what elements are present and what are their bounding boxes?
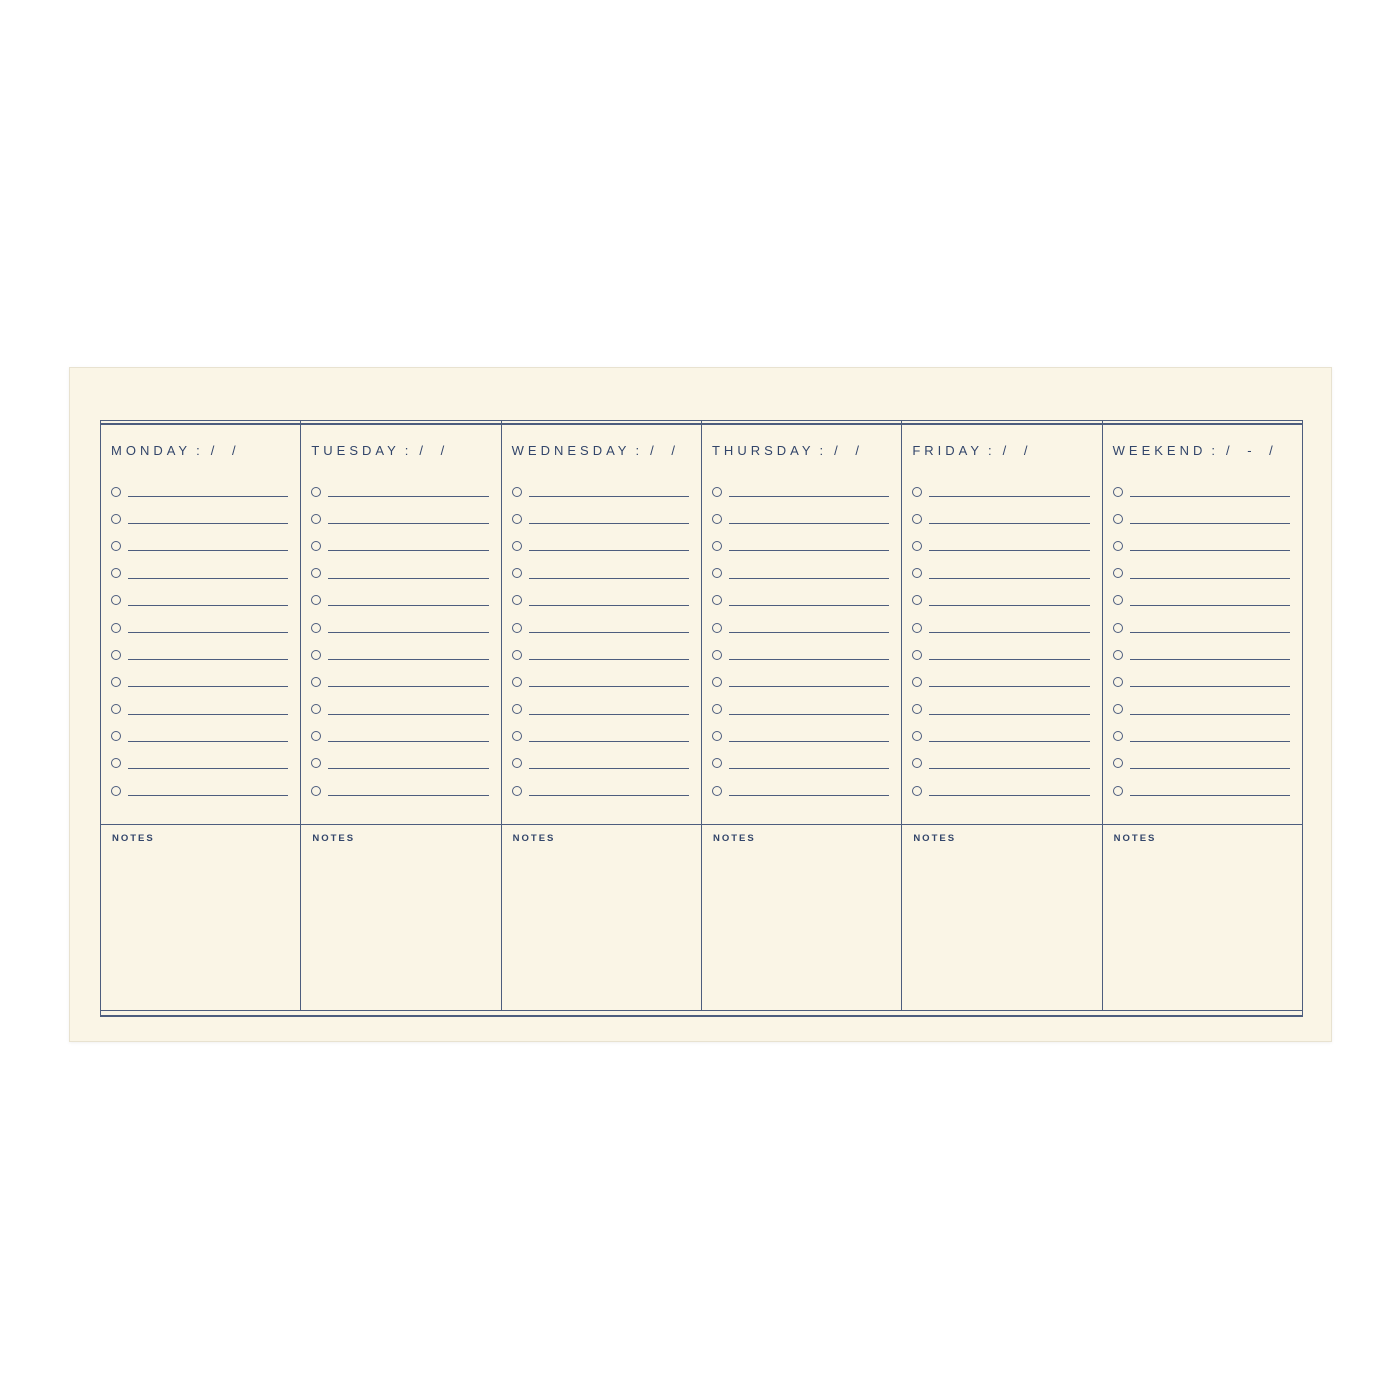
task-row [712,696,901,723]
task-writing-line[interactable] [1130,741,1290,742]
task-writing-line[interactable] [529,795,689,796]
task-row [912,478,1101,505]
task-row [912,614,1101,641]
task-writing-line[interactable] [328,714,488,715]
task-row [1113,505,1302,532]
task-row [311,532,500,559]
notes-writing-area[interactable] [101,844,300,1010]
circle-checkbox-icon[interactable] [1113,623,1123,633]
task-writing-line[interactable] [328,768,488,769]
task-writing-line[interactable] [729,741,889,742]
day-columns [101,421,1302,1011]
task-row [111,777,300,804]
task-row [912,505,1101,532]
task-writing-line[interactable] [529,686,689,687]
task-writing-line[interactable] [929,659,1089,660]
task-writing-line[interactable] [729,714,889,715]
task-writing-line[interactable] [729,659,889,660]
task-row [111,614,300,641]
date-placeholder: / / [419,443,452,458]
task-writing-line[interactable] [929,795,1089,796]
circle-checkbox-icon[interactable] [311,487,321,497]
task-writing-line[interactable] [529,714,689,715]
day-column-monday [101,421,300,1010]
circle-checkbox-icon[interactable] [712,704,722,714]
task-writing-line[interactable] [128,605,288,606]
task-list [502,478,701,824]
circle-checkbox-icon[interactable] [512,704,522,714]
task-writing-line[interactable] [328,523,488,524]
task-writing-line[interactable] [929,523,1089,524]
task-writing-line[interactable] [1130,605,1290,606]
circle-checkbox-icon[interactable] [311,731,321,741]
circle-checkbox-icon[interactable] [111,514,121,524]
task-row [512,614,701,641]
task-writing-line[interactable] [929,496,1089,497]
task-writing-line[interactable] [729,496,889,497]
day-column-friday [901,421,1101,1010]
task-row [712,777,901,804]
date-placeholder: / - / [1226,443,1280,458]
task-writing-line[interactable] [729,578,889,579]
circle-checkbox-icon[interactable] [311,677,321,687]
task-writing-line[interactable] [929,550,1089,551]
circle-checkbox-icon[interactable] [111,623,121,633]
task-writing-line[interactable] [529,550,689,551]
task-writing-line[interactable] [729,523,889,524]
task-row [311,614,500,641]
circle-checkbox-icon[interactable] [111,786,121,796]
task-writing-line[interactable] [328,578,488,579]
task-row [912,750,1101,777]
task-row [311,587,500,614]
task-writing-line[interactable] [128,768,288,769]
task-writing-line[interactable] [1130,686,1290,687]
task-row [311,750,500,777]
circle-checkbox-icon[interactable] [311,704,321,714]
task-writing-line[interactable] [929,578,1089,579]
task-writing-line[interactable] [929,632,1089,633]
task-writing-line[interactable] [729,605,889,606]
task-writing-line[interactable] [529,768,689,769]
task-row [311,641,500,668]
day-header [702,421,901,465]
task-writing-line[interactable] [328,632,488,633]
circle-checkbox-icon[interactable] [712,487,722,497]
task-row [512,641,701,668]
circle-checkbox-icon[interactable] [1113,487,1123,497]
task-row [712,723,901,750]
date-placeholder: / / [650,443,682,458]
task-writing-line[interactable] [328,741,488,742]
circle-checkbox-icon[interactable] [512,650,522,660]
task-row [912,777,1101,804]
task-row [512,750,701,777]
task-writing-line[interactable] [328,659,488,660]
task-writing-line[interactable] [128,686,288,687]
notes-section [101,824,300,1010]
task-row [111,560,300,587]
task-writing-line[interactable] [929,741,1089,742]
task-row [712,641,901,668]
circle-checkbox-icon[interactable] [311,541,321,551]
circle-checkbox-icon[interactable] [912,487,922,497]
day-label: WEEKEND [1112,443,1207,458]
day-column-thursday [701,421,901,1010]
task-writing-line[interactable] [128,795,288,796]
task-list [301,478,500,824]
planner-frame [100,420,1303,1017]
day-separator: : [819,443,828,458]
circle-checkbox-icon[interactable] [912,541,922,551]
notes-section [301,824,500,1010]
task-writing-line[interactable] [729,550,889,551]
circle-checkbox-icon[interactable] [512,623,522,633]
day-header [301,421,500,465]
task-writing-line[interactable] [1130,550,1290,551]
task-writing-line[interactable] [1130,632,1290,633]
task-writing-line[interactable] [128,550,288,551]
circle-checkbox-icon[interactable] [1113,786,1123,796]
circle-checkbox-icon[interactable] [311,568,321,578]
task-row [712,750,901,777]
day-separator: : [196,443,204,458]
day-header [1103,421,1302,465]
task-writing-line[interactable] [1130,523,1290,524]
circle-checkbox-icon[interactable] [712,623,722,633]
task-row [1113,532,1302,559]
task-writing-line[interactable] [1130,714,1290,715]
task-writing-line[interactable] [729,795,889,796]
task-writing-line[interactable] [1130,496,1290,497]
day-separator: : [988,443,996,458]
circle-checkbox-icon[interactable] [912,704,922,714]
circle-checkbox-icon[interactable] [912,758,922,768]
date-placeholder: / / [1002,443,1035,458]
task-row [512,560,701,587]
notes-section [502,824,701,1010]
weekly-planner-pad [69,367,1332,1042]
day-label: MONDAY [111,443,192,458]
task-row [712,505,901,532]
notes-label: NOTES [112,833,155,845]
day-column-weekend [1102,421,1302,1010]
circle-checkbox-icon[interactable] [311,514,321,524]
circle-checkbox-icon[interactable] [912,786,922,796]
notes-section [702,824,901,1010]
task-list [902,478,1101,824]
circle-checkbox-icon[interactable] [912,595,922,605]
task-row [111,532,300,559]
task-row [912,532,1101,559]
task-writing-line[interactable] [328,605,488,606]
task-row [111,505,300,532]
circle-checkbox-icon[interactable] [111,650,121,660]
notes-writing-area[interactable] [1103,844,1302,1010]
circle-checkbox-icon[interactable] [1113,514,1123,524]
circle-checkbox-icon[interactable] [311,623,321,633]
task-row [1113,587,1302,614]
notes-writing-area[interactable] [702,844,901,1010]
task-row [512,777,701,804]
day-label: THURSDAY [711,443,815,458]
task-writing-line[interactable] [328,795,488,796]
task-row [712,560,901,587]
task-writing-line[interactable] [529,659,689,660]
task-row [1113,750,1302,777]
day-label: TUESDAY [311,443,400,458]
task-row [111,641,300,668]
circle-checkbox-icon[interactable] [111,487,121,497]
circle-checkbox-icon[interactable] [712,595,722,605]
circle-checkbox-icon[interactable] [1113,595,1123,605]
day-header [502,421,701,465]
task-writing-line[interactable] [529,632,689,633]
day-separator: : [635,443,644,458]
circle-checkbox-icon[interactable] [712,650,722,660]
notes-label: NOTES [512,833,556,845]
circle-checkbox-icon[interactable] [712,677,722,687]
circle-checkbox-icon[interactable] [712,758,722,768]
circle-checkbox-icon[interactable] [912,650,922,660]
notes-label: NOTES [712,833,756,845]
task-row [912,668,1101,695]
circle-checkbox-icon[interactable] [111,758,121,768]
task-writing-line[interactable] [128,578,288,579]
day-label: WEDNESDAY [511,443,631,458]
task-row [111,478,300,505]
task-writing-line[interactable] [729,632,889,633]
day-column-wednesday [501,421,701,1010]
circle-checkbox-icon[interactable] [1113,704,1123,714]
task-writing-line[interactable] [328,550,488,551]
circle-checkbox-icon[interactable] [512,541,522,551]
task-row [111,696,300,723]
task-list [101,478,300,824]
task-row [1113,696,1302,723]
task-row [1113,478,1302,505]
task-writing-line[interactable] [1130,768,1290,769]
task-writing-line[interactable] [128,714,288,715]
notes-writing-area[interactable] [301,844,500,1010]
task-writing-line[interactable] [128,523,288,524]
circle-checkbox-icon[interactable] [512,514,522,524]
task-list [702,478,901,824]
circle-checkbox-icon[interactable] [712,786,722,796]
task-writing-line[interactable] [1130,659,1290,660]
task-writing-line[interactable] [529,523,689,524]
circle-checkbox-icon[interactable] [311,650,321,660]
circle-checkbox-icon[interactable] [912,514,922,524]
circle-checkbox-icon[interactable] [1113,541,1123,551]
task-writing-line[interactable] [929,605,1089,606]
task-row [311,777,500,804]
task-writing-line[interactable] [128,496,288,497]
day-header [101,421,300,465]
notes-section [1103,824,1302,1010]
notes-writing-area[interactable] [902,844,1101,1010]
task-writing-line[interactable] [128,632,288,633]
circle-checkbox-icon[interactable] [512,731,522,741]
task-row [912,723,1101,750]
day-separator: : [404,443,413,458]
circle-checkbox-icon[interactable] [111,568,121,578]
task-writing-line[interactable] [929,768,1089,769]
day-separator: : [1211,443,1219,458]
circle-checkbox-icon[interactable] [111,677,121,687]
task-row [912,560,1101,587]
task-row [712,668,901,695]
task-row [311,478,500,505]
task-row [111,723,300,750]
task-row [1113,614,1302,641]
notes-writing-area[interactable] [502,844,701,1010]
notes-label: NOTES [312,833,356,845]
circle-checkbox-icon[interactable] [311,758,321,768]
task-row [912,587,1101,614]
task-row [1113,668,1302,695]
task-row [111,668,300,695]
task-row [712,614,901,641]
circle-checkbox-icon[interactable] [712,541,722,551]
circle-checkbox-icon[interactable] [512,568,522,578]
task-writing-line[interactable] [929,714,1089,715]
task-row [111,587,300,614]
task-row [311,560,500,587]
circle-checkbox-icon[interactable] [712,568,722,578]
task-row [311,668,500,695]
task-writing-line[interactable] [1130,795,1290,796]
task-writing-line[interactable] [529,496,689,497]
circle-checkbox-icon[interactable] [1113,677,1123,687]
task-writing-line[interactable] [529,605,689,606]
task-row [1113,723,1302,750]
circle-checkbox-icon[interactable] [912,623,922,633]
task-row [512,478,701,505]
notes-label: NOTES [913,833,957,845]
task-writing-line[interactable] [1130,578,1290,579]
circle-checkbox-icon[interactable] [311,786,321,796]
task-row [512,587,701,614]
task-writing-line[interactable] [128,659,288,660]
task-row [1113,560,1302,587]
task-writing-line[interactable] [529,741,689,742]
task-row [311,696,500,723]
circle-checkbox-icon[interactable] [912,731,922,741]
circle-checkbox-icon[interactable] [111,731,121,741]
circle-checkbox-icon[interactable] [1113,758,1123,768]
circle-checkbox-icon[interactable] [311,595,321,605]
task-row [311,723,500,750]
circle-checkbox-icon[interactable] [912,568,922,578]
date-placeholder: / / [210,443,243,458]
circle-checkbox-icon[interactable] [1113,731,1123,741]
day-column-tuesday [300,421,500,1010]
task-writing-line[interactable] [729,686,889,687]
task-row [512,696,701,723]
task-row [712,532,901,559]
circle-checkbox-icon[interactable] [912,677,922,687]
task-writing-line[interactable] [529,578,689,579]
circle-checkbox-icon[interactable] [111,595,121,605]
circle-checkbox-icon[interactable] [512,595,522,605]
circle-checkbox-icon[interactable] [712,731,722,741]
circle-checkbox-icon[interactable] [111,541,121,551]
circle-checkbox-icon[interactable] [1113,650,1123,660]
notes-section [902,824,1101,1010]
task-row [912,641,1101,668]
task-list [1103,478,1302,824]
task-writing-line[interactable] [729,768,889,769]
task-row [1113,777,1302,804]
notes-label: NOTES [1113,833,1157,845]
task-row [512,505,701,532]
task-row [111,750,300,777]
circle-checkbox-icon[interactable] [1113,568,1123,578]
task-row [712,587,901,614]
circle-checkbox-icon[interactable] [712,514,722,524]
day-label: FRIDAY [912,443,984,458]
day-header [902,421,1101,465]
task-row [1113,641,1302,668]
task-row [512,668,701,695]
task-writing-line[interactable] [328,686,488,687]
task-writing-line[interactable] [929,686,1089,687]
task-row [512,532,701,559]
circle-checkbox-icon[interactable] [512,786,522,796]
circle-checkbox-icon[interactable] [512,677,522,687]
task-row [512,723,701,750]
task-row [712,478,901,505]
circle-checkbox-icon[interactable] [512,487,522,497]
date-placeholder: / / [834,443,866,458]
task-row [912,696,1101,723]
task-row [311,505,500,532]
task-writing-line[interactable] [128,741,288,742]
circle-checkbox-icon[interactable] [512,758,522,768]
circle-checkbox-icon[interactable] [111,704,121,714]
task-writing-line[interactable] [328,496,488,497]
